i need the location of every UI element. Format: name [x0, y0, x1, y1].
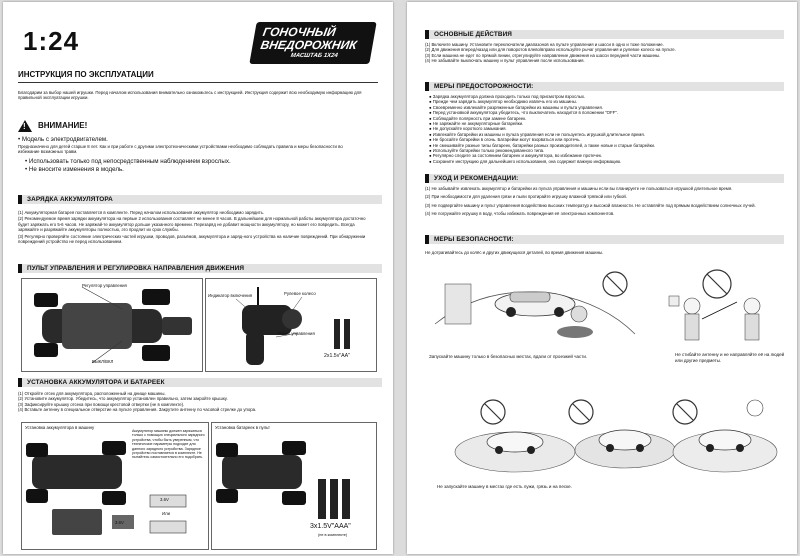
action-step: (1) Включите машину. Установите переключатели диапазонов на пульте управления и шасси в одно и тоже положение.: [425, 42, 664, 47]
install-step: (3) Зафиксируйте крышку отсека при помощи крестовой отвертки (не в комплекте).: [18, 401, 185, 407]
remote-battery-spec: 2х1.5v"AA": [324, 353, 350, 359]
install-instructions: [18, 391, 373, 413]
basic-actions-list: [425, 42, 775, 64]
or-label: Или: [162, 511, 170, 516]
remote-control-figure: [205, 278, 377, 372]
warning-model: • Модель с электродвигателем.: [18, 136, 108, 143]
remote-install-title: Установка батареек в пульт: [215, 425, 270, 430]
install-step: (1) Откройте отсек для аккумулятора, расположенный на днище машины.: [18, 391, 166, 396]
precaution-item: ● Регулярно следите за состоянием батареек и аккумулятора, во избежание протечек.: [429, 153, 603, 159]
precaution-item: ● Зарядка аккумулятора должна проходить только под присмотром взрослых.: [429, 94, 586, 99]
manual-title: ИНСТРУКЦИЯ ПО ЭКСПЛУАТАЦИИ: [18, 70, 154, 79]
action-step: (2) Для движения вперед/назад или для поворотов влево/вправо используйте рычаг управления и рулевое колесо на пульте.: [425, 47, 676, 53]
precaution-item: ● Извлекайте батарейки из машины и пульта управления если не пользуетесь игрушкой длительное время.: [429, 131, 645, 137]
title-divider: [18, 82, 378, 83]
remote-battery-illustration: [212, 423, 376, 549]
safety-intro: Не дотрагивайтесь до колёс и других движущихся деталей, во время движения машины.: [425, 250, 604, 255]
precaution-item: ● Перед установкой аккумулятора убедитесь, что выключатель находится в положении "OFF".: [429, 110, 618, 116]
charging-section-header: ЗАРЯДКА АККУМУЛЯТОРА: [18, 195, 382, 204]
power-indicator-label: Индикатор включения: [208, 293, 253, 298]
precaution-item: ● Используйте батарейки только рекомендованного типа.: [429, 148, 545, 154]
left-manual-page: [3, 2, 393, 554]
warning-label: ВНИМАНИЕ!: [38, 121, 88, 130]
precaution-item: ● Не смешивайте разные типы батареек, батарейки разных производителей, а также новые и старые батарейки.: [429, 142, 656, 148]
precaution-item: ● Своевременно извлекайте разряженные батарейки из машины и пульта управления.: [429, 104, 603, 110]
action-step: (4) Не забывайте выключать машину и пульт управления после использования.: [425, 58, 585, 64]
install-step: (4) Вставьте антенну в специальное отверстие на пульте управления. Закрутите антенну по часовой стрелке до упора.: [18, 407, 257, 413]
power-switch-label: ВЫКЛ/ВКЛ: [92, 359, 114, 364]
warning-bullet: • Использовать только под непосредственным наблюдением взрослых.: [25, 158, 231, 165]
steering-wheel-label: Рулевое колесо: [284, 291, 316, 296]
throttle-lever-label: Рычаг управления: [278, 331, 315, 336]
battery-voltage-a: 3.6V: [115, 520, 124, 525]
antenna-safety-illustration: [657, 264, 787, 354]
road-safety-illustration: [425, 264, 645, 354]
kids-antenna-scene: [657, 264, 787, 354]
care-item: (4) Не погружайте игрушку в воду, чтобы избежать повреждения её электронных компонентов.: [425, 211, 615, 217]
product-title-scale: МАСШТАБ 1Х24: [290, 53, 339, 59]
install-step: (2) Установите аккумулятор. Убедитесь, что аккумулятор установлен правильно, затем закройте крышку.: [18, 396, 228, 402]
charger-voltage-a: 3.6V: [160, 497, 169, 502]
scale-label: 1:24: [23, 26, 80, 56]
terrain-safety-illustration: [425, 394, 785, 486]
warning-header: [18, 120, 118, 133]
not-included-note: (не в комплекте): [318, 533, 348, 537]
product-title-banner: [249, 22, 376, 64]
care-list: [425, 186, 775, 217]
precaution-item: ● Не допускайте короткого замыкания.: [429, 126, 507, 132]
remote-battery-aaa: 3х1.5V"AAA": [310, 523, 351, 530]
intro-text: Благодарим за выбор нашей игрушки. Перед началом использования внимательно ознакомьтесь с инструкцией. Инструкция содержит всю необходимую информацию для правильной эксплуатации игрушки.: [18, 90, 362, 101]
remote-section-header: ПУЛЬТ УПРАВЛЕНИЯ И РЕГУЛИРОВКА НАПРАВЛЕНИЯ ДВИЖЕНИЯ: [18, 264, 382, 273]
charging-step: (2) Рекомендуемое время зарядки аккумулятора на первые 2 использования составляет не менее 8 часов. В дальнейшем для нормальной работы аккумулятора достаточно будет заряжать его 5-6 часов. Не заряжай-те аккумулятор дольше указанного времени. Перезаряд не добавит мощности аккумулятору, но может его повредить. Всегда заряжайте и разряжайте аккумуляторы полностью, это продлит их срок службы.: [18, 216, 366, 233]
care-item: (3) Не подвергайте машину и пульт управления воздействию высоких температур и высокой влажности. Не оставляйте под прямым воздействием солнечных лучей.: [425, 202, 756, 208]
precaution-item: ● Не заряжайте не аккумуляторные батарейки.: [429, 121, 524, 127]
precaution-item: ● Не бросайте батарейки в огонь. Батарейки могут взорваться или протечь.: [429, 137, 581, 143]
care-item: (2) При необходимости для удаления грязи и пыли протирайте игрушку влажной тряпкой или губкой.: [425, 194, 627, 200]
remote-battery-install-figure: [211, 422, 377, 550]
care-item: (1) Не забывайте извлекать аккумулятор и батарейки из пульта управления и машины если вы планируете не пользоваться игрушкой длительное время.: [425, 186, 733, 191]
car-install-title: Установка аккумулятора в машину: [25, 425, 95, 430]
precaution-item: ● Сохраните инструкцию для дальнейшего использования, она содержит важную информацию.: [429, 158, 622, 164]
action-step: (3) Если машина не едет по прямой линии, отрегулируйте направление движения на шасси передней части машины.: [425, 52, 661, 58]
road-safety-caption: Запускайте машину только в безопасных местах, вдали от проезжей части.: [429, 354, 588, 359]
care-header: УХОД И РЕКОМЕНДАЦИИ:: [425, 174, 784, 183]
precaution-item: ● Прежде чем зарядить аккумулятор необходимо извлечь его из машины.: [429, 99, 577, 105]
product-title-line2: ВНЕДОРОЖНИК: [259, 38, 358, 52]
warning-bullet: • Не вносите изменения в модель.: [25, 166, 124, 173]
install-section-header: УСТАНОВКА АККУМУЛЯТОРА И БАТАРЕЕК: [18, 378, 382, 387]
charger-note: Аккумулятор машины должен заряжаться только с помощью специального зарядного устройства, чтобы быть уверенным, что технические параметры подходят для данного зарядного устройства. Зарядное устройство поставляется в комплекте. Не пытайтесь самостоятельно его подобрать.: [132, 429, 205, 460]
basic-actions-header: ОСНОВНЫЕ ДЕЙСТВИЯ: [425, 30, 784, 39]
terrain-scenes: [425, 394, 785, 486]
precaution-item: ● Соблюдайте полярность при замене батареек.: [429, 115, 527, 121]
car-road-scene: [425, 264, 645, 354]
steering-adjust-label: Регулятор управления: [82, 283, 127, 288]
charging-instructions: [18, 210, 373, 244]
terrain-safety-caption: Не запускайте машину в местах где есть лужи, грязь и на песке.: [437, 484, 572, 489]
antenna-safety-caption: Не стибайте антенну и не направляйте её на людей или другие предметы.: [675, 352, 785, 363]
charging-step: (3) Регулярно проверяйте состояние электрических частей игрушки, проводов, разъёмов, аккумулятора и заряд-ного устройства на наличие повреждений. При обнаружении повреждений устройство не перед использованием.: [18, 233, 366, 245]
right-manual-page: [407, 2, 797, 554]
precautions-list: [429, 94, 775, 164]
warning-triangle-icon: !: [18, 120, 32, 132]
precautions-header: МЕРЫ ПРЕДОСТОРОЖНОСТИ:: [425, 82, 784, 91]
car-top-view-illustration: [22, 279, 202, 371]
car-top-view-figure: [21, 278, 203, 372]
warning-text: Предназначено для детей старше 8 лет. Как и при работе с другими электротехническими устройствами необходимо соблюдать правила и меры безопасности во избежание возможных травм.: [18, 144, 343, 155]
charging-step: (1) Аккумуляторная батарея поставляется в комплекте. Перед началом использования аккумулятор необходимо зарядить.: [18, 210, 265, 215]
car-battery-install-figure: [21, 422, 209, 550]
product-title-line1: ГОНОЧНЫЙ: [261, 25, 337, 39]
safety-header: МЕРЫ БЕЗОПАСНОСТИ:: [425, 235, 784, 244]
